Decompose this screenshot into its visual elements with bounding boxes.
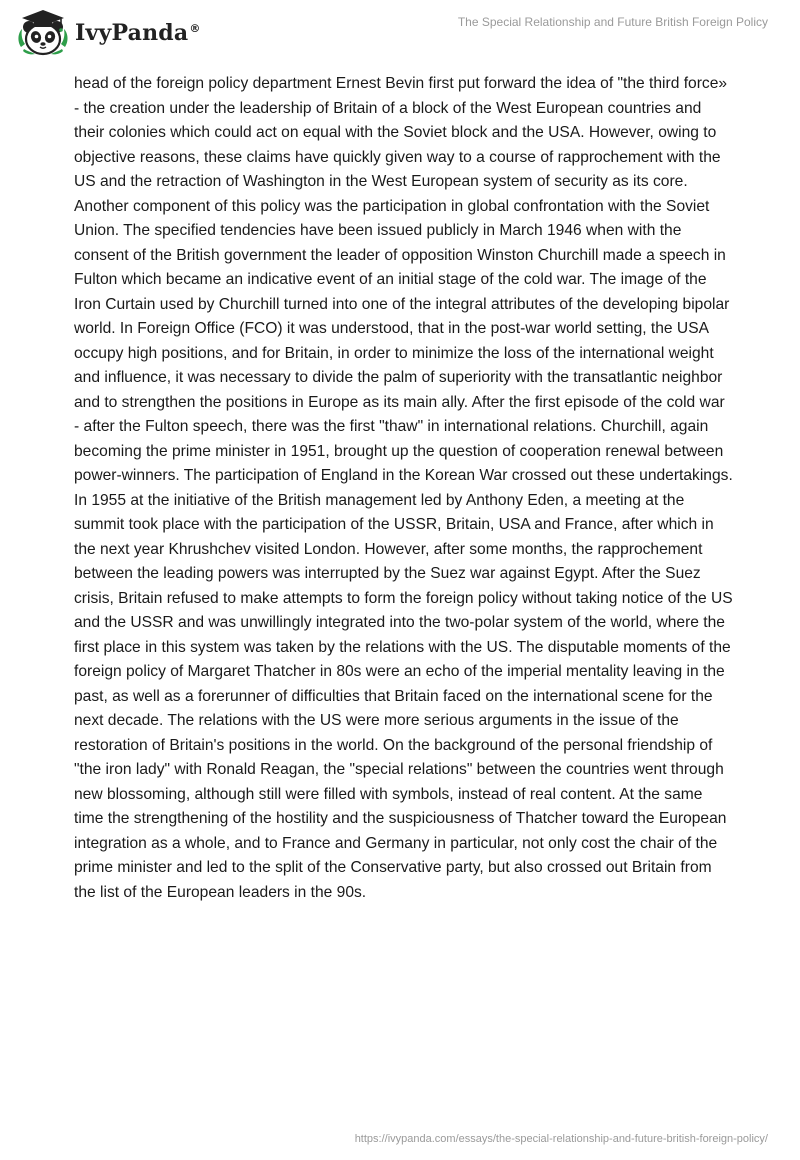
essay-content [74,72,734,905]
panda-graduation-cap-icon [13,7,73,59]
document-title: The Special Relationship and Future British Foreign Policy [457,15,768,29]
ivypanda-logo[interactable] [13,7,201,59]
page-header [0,0,800,70]
brand-name: IvyPanda® [75,20,201,46]
essay-paragraph: head of the foreign policy department Ernest Bevin first put forward the idea of "the third force» - the creation under the leadership of Britain of a block of the West European countries and their colonies which could act on equal with the Soviet block and the USA. However, owing to objective reasons, these claims have quickly given way to a course of rapprochement with the US and the retraction of Washington in the West European system of security as its core. Another component of this policy was the participation in global confrontation with the Soviet Union. The specified tendencies have been issued publicly in March 1946 when with the consent of the British government the leader of opposition Winston Churchill made a speech in Fulton which became an indicative event of an initial stage of the cold war. The image of the Iron Curtain used by Churchill turned into one of the integral attributes of the developing bipolar world. In Foreign Office (FCO) it was understood, that in the post-war world setting, the USA occupy high positions, and for Britain, in order to minimize the loss of the international weight and influence, it was necessary to divide the palm of superiority with the transatlantic neighbor and to strengthen the positions in Europe as its main ally. After the first episode of the cold war - after the Fulton speech, there was the first "thaw" in international relations. Churchill, again becoming the prime minister in 1951, brought up the question of cooperation renewal between power-winners. The participation of England in the Korean War crossed out these undertakings. In 1955 at the initiative of the British management led by Anthony Eden, a meeting at the summit took place with the participation of the USSR, Britain, USA and France, after which in the next year Khrushchev visited London. However, after some months, the rapprochement between the leading powers was interrupted by the Suez war against Egypt. After the Suez crisis, Britain refused to make attempts to form the foreign policy without taking notice of the US and the USSR and was unwillingly integrated into the two-polar system of the world, where the first place in this system was taken by the relations with the US. The disputable moments of the foreign policy of Margaret Thatcher in 80s were an echo of the imperial mentality leaving in the past, as well as a forerunner of difficulties that Britain faced on the international scene for the next decade. The relations with the US were more serious arguments in the issue of the restoration of Britain's positions in the world. On the background of the personal friendship of "the iron lady" with Ronald Reagan, the "special relations" between the countries went through new blossoming, although still were filled with symbols, instead of real content. At the same time the strengthening of the hostility and the suspiciousness of Thatcher toward the European integration as a whole, and to France and Germany in particular, not only cost the chair of the prime minister and led to the split of the Conservative party, but also crossed out Britain from the list of the European leaders in the 90s. [74,75,733,901]
source-url[interactable]: https://ivypanda.com/essays/the-special-relationship-and-future-british-foreign-policy/ [354,1133,768,1145]
